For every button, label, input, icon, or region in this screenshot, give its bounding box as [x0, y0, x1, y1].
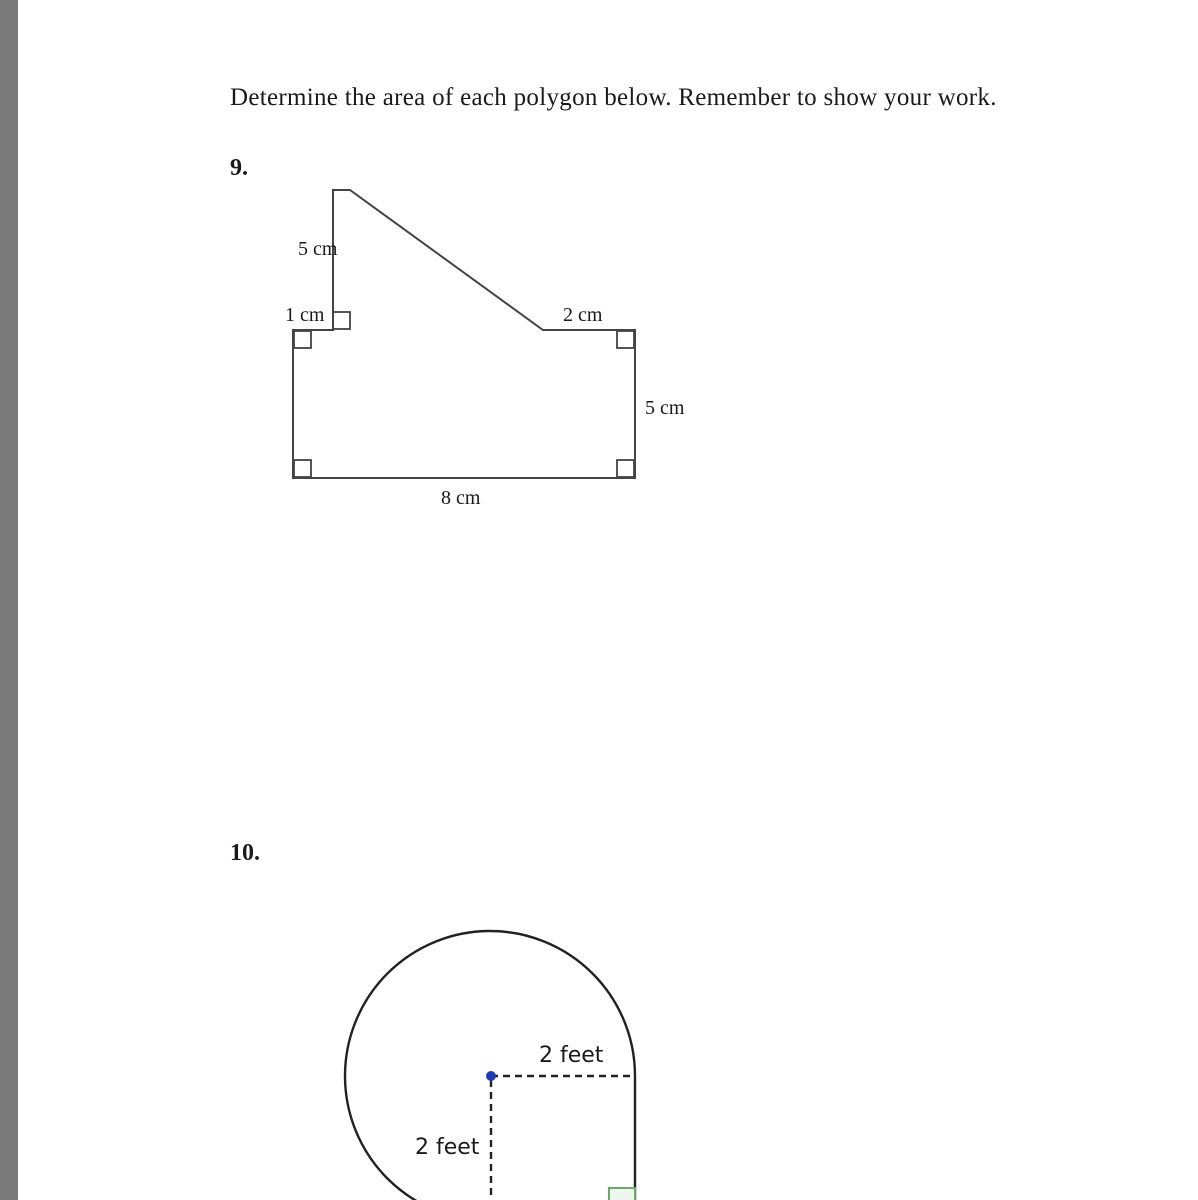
label-top-right: 2 cm	[563, 304, 603, 326]
problem-9-number: 9.	[230, 155, 248, 181]
label-radius-left: 2 feet	[415, 1135, 480, 1160]
center-point	[486, 1071, 496, 1081]
problem-10-figure	[18, 0, 1198, 1200]
label-right: 5 cm	[645, 397, 685, 419]
label-step: 1 cm	[285, 304, 325, 326]
label-bottom: 8 cm	[441, 487, 481, 509]
label-radius-top: 2 feet	[539, 1043, 604, 1068]
label-left-upper: 5 cm	[298, 238, 338, 260]
viewer-left-edge	[0, 0, 18, 1200]
worksheet-page	[18, 0, 1198, 1200]
instructions-text: Determine the area of each polygon below. Remember to show your work.	[230, 84, 997, 111]
problem-10-number: 10.	[230, 840, 260, 866]
right-angle-marker-green	[609, 1188, 635, 1200]
